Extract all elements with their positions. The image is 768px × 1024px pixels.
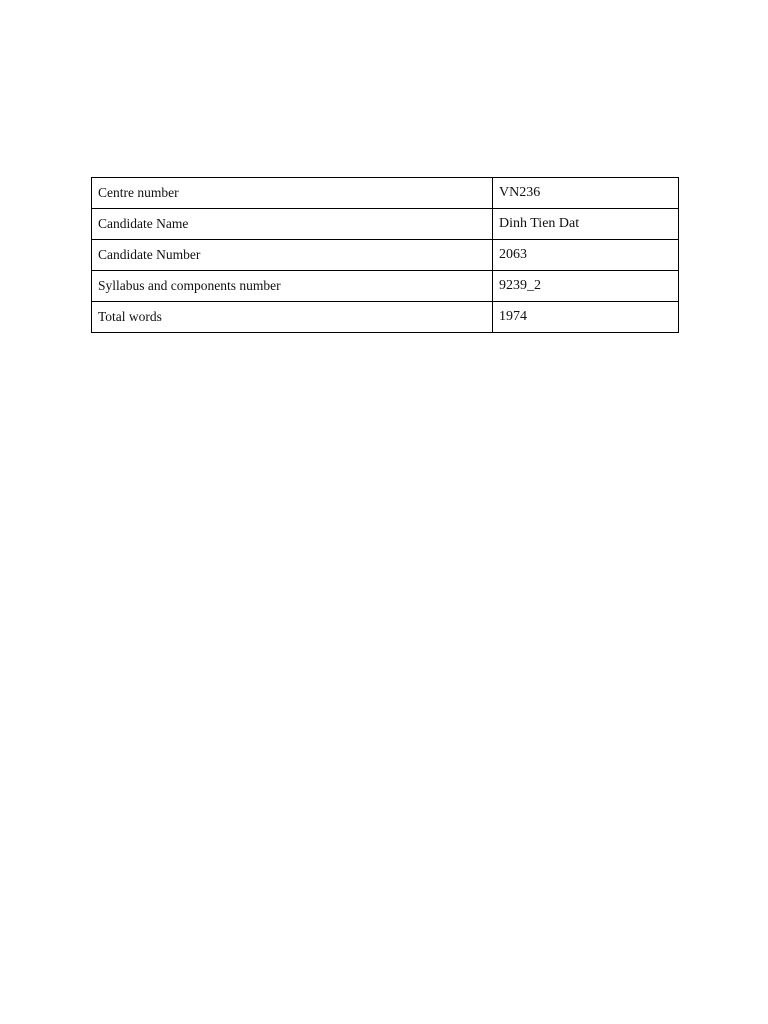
table-row-syllabus — [92, 271, 679, 302]
candidate-info-table — [91, 177, 679, 333]
centre-number-label: Centre number — [92, 178, 493, 209]
candidate-number-value: 2063 — [493, 240, 679, 271]
table-row-total-words — [92, 302, 679, 333]
centre-number-value: VN236 — [493, 178, 679, 209]
table-row-candidate-number — [92, 240, 679, 271]
table-row-candidate-name — [92, 209, 679, 240]
syllabus-value: 9239_2 — [493, 271, 679, 302]
total-words-value: 1974 — [493, 302, 679, 333]
candidate-name-value: Dinh Tien Dat — [493, 209, 679, 240]
table-row-centre-number — [92, 178, 679, 209]
total-words-label: Total words — [92, 302, 493, 333]
syllabus-label: Syllabus and components number — [92, 271, 493, 302]
candidate-number-label: Candidate Number — [92, 240, 493, 271]
candidate-name-label: Candidate Name — [92, 209, 493, 240]
